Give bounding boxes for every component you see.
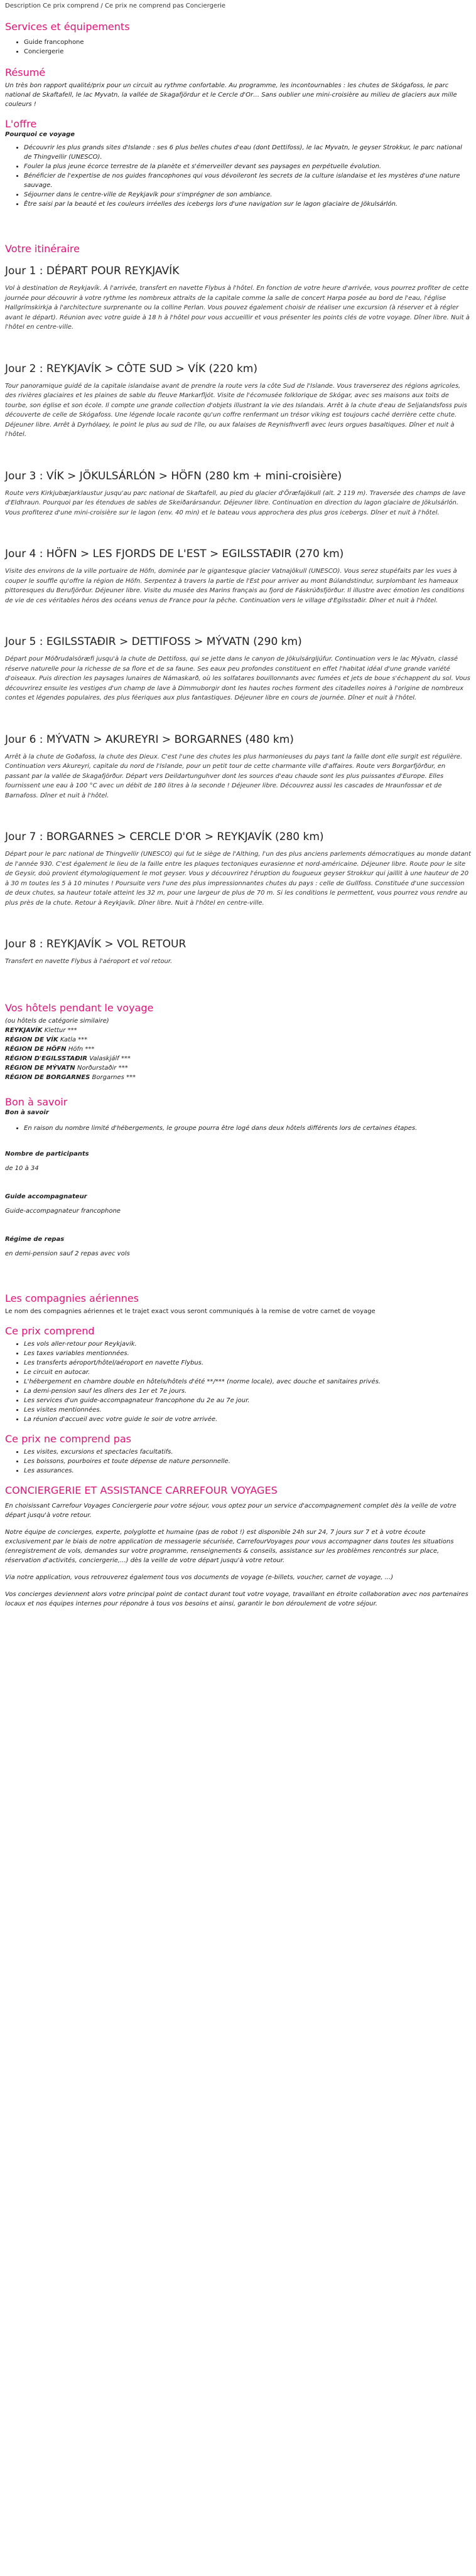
conciergerie-paragraph: Via notre application, vous retrouverez également tous vos documents de voyage (e-billets, voucher, carnet de voyage, ...) bbox=[5, 1573, 394, 1581]
day-block bbox=[5, 265, 471, 333]
guide-value: Guide-accompagnateur francophone bbox=[5, 1207, 121, 1215]
prix-ne-comprend-section bbox=[5, 1433, 471, 1476]
breadcrumb: Description Ce prix comprend / Ce prix ne comprend pas Conciergerie bbox=[5, 3, 226, 9]
offre-item: • Découvrir les plus grands sites d'Islande : ses 6 plus belles chutes d'eau (dont Dettifoss), le lac Myvatn, le geyser Strokkur, le parc national de Thingvellir (UNESCO). bbox=[24, 143, 471, 162]
hotel-name: Höfn *** bbox=[68, 1045, 95, 1053]
hotel-name: Katla *** bbox=[60, 1036, 88, 1043]
prix-comprend-section bbox=[5, 1325, 471, 1424]
hotel-row bbox=[5, 1045, 471, 1054]
conciergerie-paragraph: Notre équipe de concierges, experte, polyglotte et humaine (pas de robot !) est disponible 24h sur 24, 7 jours sur 7 et à votre écoute exclusivement par le biais de notre application de messagerie sécurisée, CarrefourVoyages pour vous accompagner dans toutes les situations (enregistrement de vols, demandes sur votre programme, renseignements & conseils, assistance sur les problèmes rencontrés sur place, réservation d'activités, conciergerie,...) dès la veille de votre départ jusqu'à votre retour. bbox=[5, 1528, 454, 1564]
prix-ne-comprend-item: • Les assurances. bbox=[24, 1466, 471, 1476]
day-block bbox=[5, 636, 471, 703]
hotel-region: RÉGION DE HÖFN bbox=[5, 1045, 67, 1053]
hotels-title: Vos hôtels pendant le voyage bbox=[5, 1001, 154, 1014]
prix-comprend-item: • Les taxes variables mentionnées. bbox=[24, 1349, 471, 1358]
day-title: Jour 8 : REYKJAVÍK > VOL RETOUR bbox=[5, 938, 187, 950]
offre-section bbox=[5, 118, 471, 209]
bon-a-savoir-title: Bon à savoir bbox=[5, 1095, 68, 1108]
hotel-region: RÉGION DE BORGARNES bbox=[5, 1073, 90, 1081]
repas-value: en demi-pension sauf 2 repas avec vols bbox=[5, 1250, 130, 1257]
hotel-name: Norðurstaðir *** bbox=[77, 1064, 128, 1072]
hotel-region: RÉGION DE VÍK bbox=[5, 1036, 58, 1043]
itinerary-title: Votre itinéraire bbox=[5, 243, 80, 255]
day-text: Transfert en navette Flybus à l'aéroport et vol retour. bbox=[5, 958, 173, 965]
day-block bbox=[5, 733, 471, 801]
hotel-region: RÉGION DE MÝVATN bbox=[5, 1064, 75, 1072]
day-text: Visite des environs de la ville portuaire de Höfn, dominée par le gigantesque glacier Vatnajökull (UNESCO). Vous serez stupéfaits par les vues à couper le souffle qu'offre la région de Höfn. Serpentez à travers la partie de l'Est pour arriver au mont Búlandstindur, surplombant les hameaux pittoresques du Berufjörður. Déjeuner libre. Visite du musée des Marins français au fjord de Fáskrúðsfjörður. Il illustre avec émotion les conditions de vie de ces véritables héros des océans venus de France pour la pêche. Continuation vers le village d'Egilsstaðir. Dîner et nuit à l'hôtel. bbox=[5, 568, 465, 604]
hotel-name: Klettur *** bbox=[44, 1026, 77, 1034]
prix-ne-comprend-item: • Les boissons, pourboires et toute dépense de nature personnelle. bbox=[24, 1457, 471, 1466]
offre-item: • Fouler la plus jeune écorce terrestre de la planète et s'émerveiller devant ses paysages en perpétuelle évolution. bbox=[24, 162, 471, 171]
day-title: Jour 2 : REYKJAVÍK > CÔTE SUD > VÍK (220 km) bbox=[5, 362, 257, 375]
offre-item: • Séjourner dans le centre-ville de Reykjavík pour s'imprégner de son ambiance. bbox=[24, 190, 471, 200]
conciergerie-section bbox=[5, 1484, 471, 1609]
day-text: Route vers Kirkjubæjarklaustur jusqu'au parc national de Skaftafell, au pied du glacier d'Öræfajökull (alt. 2 119 m). Traversée des champs de lave d'Eldhraun. Pourquoi par les étendues de sables de Skeiðarársandur. Déjeuner libre. Continuation en direction du lagon glaciaire de Jökulsárlón. Vous profiterez d'une mini-croisière sur le lagon (env. 40 min) et le bateau vous approchera des plus gros icebergs. Dîner et nuit à l'hôtel. bbox=[5, 489, 466, 516]
bon-a-savoir-item: • En raison du nombre limité d'hébergements, le groupe pourra être logé dans deux hôtels différents lors de certaines étapes. bbox=[24, 1124, 471, 1133]
participants-label: Nombre de participants bbox=[5, 1150, 89, 1158]
conciergerie-title: CONCIERGERIE ET ASSISTANCE CARREFOUR VOYAGES bbox=[5, 1484, 278, 1496]
prix-comprend-title: Ce prix comprend bbox=[5, 1324, 95, 1337]
itinerary-section bbox=[5, 243, 471, 967]
day-title: Jour 3 : VÍK > JÖKULSÁRLÓN > HÖFN (280 km + mini-croisière) bbox=[5, 469, 342, 482]
compagnies-text: Le nom des compagnies aériennes et le trajet exact vous seront communiqués à la remise de votre carnet de voyage bbox=[5, 1307, 376, 1315]
hotel-row bbox=[5, 1026, 471, 1035]
day-block bbox=[5, 938, 471, 967]
prix-comprend-item: • Les vols aller-retour pour Reykjavik. bbox=[24, 1339, 471, 1349]
services-section bbox=[5, 21, 471, 56]
day-title: Jour 4 : HÖFN > LES FJORDS DE L'EST > EGILSSTAÐIR (270 km) bbox=[5, 548, 344, 560]
bon-a-savoir-subtitle: Bon à savoir bbox=[5, 1109, 49, 1116]
hotel-region: RÉGION D'EGILSSTAÐIR bbox=[5, 1055, 88, 1062]
services-title: Services et équipements bbox=[5, 21, 130, 33]
bon-a-savoir-section bbox=[5, 1096, 471, 1259]
prix-ne-comprend-item: • Les visites, excursions et spectacles facultatifs. bbox=[24, 1447, 471, 1457]
resume-text: Un très bon rapport qualité/prix pour un circuit au rythme confortable. Au programme, les incontournables : les chutes de Skógafoss, le parc national de Skaftafell, le lac Myvatn, la vallée de Skagafjördur et le Cercle d'Or… Sans oublier une mini-croisière au milieu de glaciers aux mille couleurs ! bbox=[5, 82, 457, 108]
resume-section bbox=[5, 67, 471, 109]
services-item: • Conciergerie bbox=[24, 47, 471, 56]
hotels-note: (ou hôtels de catégorie similaire) bbox=[5, 1017, 109, 1025]
prix-comprend-item: • L'hébergement en chambre double en hôtels/hôtels d'été **/*** (norme locale), avec douche et sanitaires privés. bbox=[24, 1377, 471, 1386]
repas-label: Régime de repas bbox=[5, 1235, 65, 1243]
prix-comprend-item: • Le circuit en autocar. bbox=[24, 1368, 471, 1377]
resume-title: Résumé bbox=[5, 67, 46, 78]
day-text: Départ pour Möðrudalsöræfi jusqu'à la chute de Dettifoss, qui se jette dans le canyon de Jökulsárgljúfur. Continuation vers le lac Mývatn, classé réserve naturelle pour la richesse de sa flore et de sa faune. Ses eaux peu profondes constituent en effet l'habitat idéal d'une grande variété d'oiseaux. Puis direction les paysages lunaires de Námaskarð, où les solfatares bouillonnants avec fumées et jets de boue s'échappent du sol. Vous découvrirez ensuite les vestiges d'un champ de lave à Dimmuborgir dont les hautes roches forment des citadelles noires à l'origine de nombreux contes et légendes populaires, des plus féeriques aux plus fantastiques. Déjeuner libre en cours de journée. Dîner et nuit à l'hôtel. bbox=[5, 656, 470, 701]
hotels-section bbox=[5, 1002, 471, 1082]
hotel-row bbox=[5, 1054, 471, 1063]
day-block bbox=[5, 548, 471, 605]
day-block bbox=[5, 831, 471, 908]
day-title: Jour 7 : BORGARNES > CERCLE D'OR > REYKJAVÍK (280 km) bbox=[5, 831, 324, 843]
hotel-row bbox=[5, 1035, 471, 1045]
day-title: Jour 5 : EGILSSTAÐIR > DETTIFOSS > MÝVATN (290 km) bbox=[5, 636, 302, 648]
prix-comprend-item: • La réunion d'accueil avec votre guide le soir de votre arrivée. bbox=[24, 1415, 471, 1424]
prix-comprend-item: • Les transferts aéroport/hôtel/aéroport en navette Flybus. bbox=[24, 1358, 471, 1368]
services-item: • Guide francophone bbox=[24, 38, 471, 47]
participants-value: de 10 à 34 bbox=[5, 1164, 39, 1172]
offre-item: • Être saisi par la beauté et les couleurs irréelles des icebergs lors d'une navigation sur le lagon glaciaire de Jökulsárlón. bbox=[24, 200, 471, 209]
day-text: Vol à destination de Reykjavík. À l'arrivée, transfert en navette Flybus à l'hôtel. En fonction de votre heure d'arrivée, vous pourrez profiter de cette journée pour découvrir à votre rythme les nombreux attraits de la capitale comme la salle de concert Harpa posée au bord de l'eau, l'église Hallgrímskirkja à l'architecture surprenante ou la colline Perlan. Vous pouvez également choisir de réaliser une excursion (à réserver et à régler avant le départ). Réunion avec votre guide à 18 h à l'hôtel pour vous accueillir et vous présenter les points clés de votre voyage. Dîner libre. Nuit à l'hôtel en centre-ville. bbox=[5, 285, 470, 331]
hotel-name: Valaskjálf *** bbox=[89, 1055, 131, 1062]
offre-subtitle: Pourquoi ce voyage bbox=[5, 131, 75, 138]
offre-title: L'offre bbox=[5, 118, 37, 130]
day-text: Tour panoramique guidé de la capitale islandaise avant de prendre la route vers la côte Sud de l'Islande. Vous traverserez des régions agricoles, des rivières glaciaires et les plaines de sable du fleuve Markarfljót. Visite de l'écomusée folklorique de Skógar, avec ses maisons aux toits de tourbe, son église et son école. Il compte une grande collection d'objets illustrant la vie des Islandais. Arrêt à la chute d'eau de Seljalandsfoss puis découverte de celle de Skógafoss. Une légende locale raconte qu'un coffre renfermant un trésor viking est toujours caché derrière cette chute. Déjeuner libre. Arrêt à Dyrhólaey, le point le plus au sud de l'île, ou aux falaises de Reynisfhverfi avec leurs orgues basaltiques. Dîner et nuit à l'hôtel. bbox=[5, 382, 467, 438]
day-title: Jour 1 : DÉPART POUR REYKJAVÍK bbox=[5, 265, 180, 277]
prix-comprend-item: • Les services d'un guide-accompagnateur francophone du 2e au 7e jour. bbox=[24, 1396, 471, 1405]
prix-ne-comprend-title: Ce prix ne comprend pas bbox=[5, 1432, 131, 1445]
conciergerie-paragraph: En choisissant Carrefour Voyages Conciergerie pour votre séjour, vous optez pour un service d'accompagnement complet dès la veille de votre départ jusqu'à votre retour. bbox=[5, 1502, 457, 1519]
day-text: Départ pour le parc national de Thingvellir (UNESCO) qui fut le siège de l'Althing, l'un des plus anciens parlements démocratiques au monde datant de l'année 930. C'est également le lieu de la faille entre les plaques tectoniques eurasienne et nord-américaine. Déjeuner libre. Route pour le site de Geysir, doù provient étymologiquement le mot geyser. Vous y découvrirez l'éruption du fougueux geyser Strokkur qui jaillit à une hauteur de 20 à 30 m toutes les 5 à 10 minutes ! Poursuite vers l'une des plus impressionnantes chutes du pays : celle de Gullfoss. Constituée d'une succession de deux chutes, sa hauteur totale atteint les 32 m, pour une largeur de plus de 70 m. Si les conditions le permettent, vous pourrez vous rendre au plus près de la chute. Retour à Reykjavík. Dîner libre. Nuit à l'hôtel en centre-ville. bbox=[5, 851, 471, 907]
day-text: Arrêt à la chute de Goðafoss, la chute des Dieux. C'est l'une des chutes les plus harmonieuses du pays tant la faille dont elle surgit est régulière. Continuation vers Akureyri, capitale du nord de l'Islande, pour un petit tour de cette charmante ville d'affaires. Route vers Borgarfjörður, en passant par la vallée de Skagafjörður. Départ vers Deildartunguhver dont les sources d'eau chaude sont les plus puissantes d'Europe. Elles fournissent une eau à 100 °C avec un débit de 180 litres à la seconde ! Déjeuner libre. Découvrez aussi les cascades de Hraunfossar et de Barnafoss. Dîner et nuit à l'hôtel. bbox=[5, 753, 463, 799]
prix-comprend-item: • Les visites mentionnées. bbox=[24, 1405, 471, 1415]
compagnies-title: Les compagnies aériennes bbox=[5, 1292, 139, 1304]
hotel-name: Borgarnes *** bbox=[92, 1073, 136, 1081]
hotel-row bbox=[5, 1063, 471, 1073]
compagnies-section bbox=[5, 1292, 471, 1316]
day-block bbox=[5, 363, 471, 440]
prix-comprend-item: • La demi-pension sauf les dîners des 1er et 7e jours. bbox=[24, 1386, 471, 1396]
offre-item: • Bénéficier de l'expertise de nos guides francophones qui vous dévoileront les secrets de la culture islandaise et les mystères d'une nature sauvage. bbox=[24, 171, 471, 190]
day-title: Jour 6 : MÝVATN > AKUREYRI > BORGARNES (480 km) bbox=[5, 733, 294, 746]
conciergerie-paragraph: Vos concierges deviennent alors votre principal point de contact durant tout votre voyage, travaillant en étroite collaboration avec nos partenaires locaux et nos équipes internes pour répondre à tous vos besoins et ainsi, garantir le bon déroulement de votre séjour. bbox=[5, 1590, 468, 1607]
day-block bbox=[5, 470, 471, 518]
hotel-region: REYKJAVÍK bbox=[5, 1026, 43, 1034]
hotel-row bbox=[5, 1073, 471, 1082]
guide-label: Guide accompagnateur bbox=[5, 1193, 87, 1200]
